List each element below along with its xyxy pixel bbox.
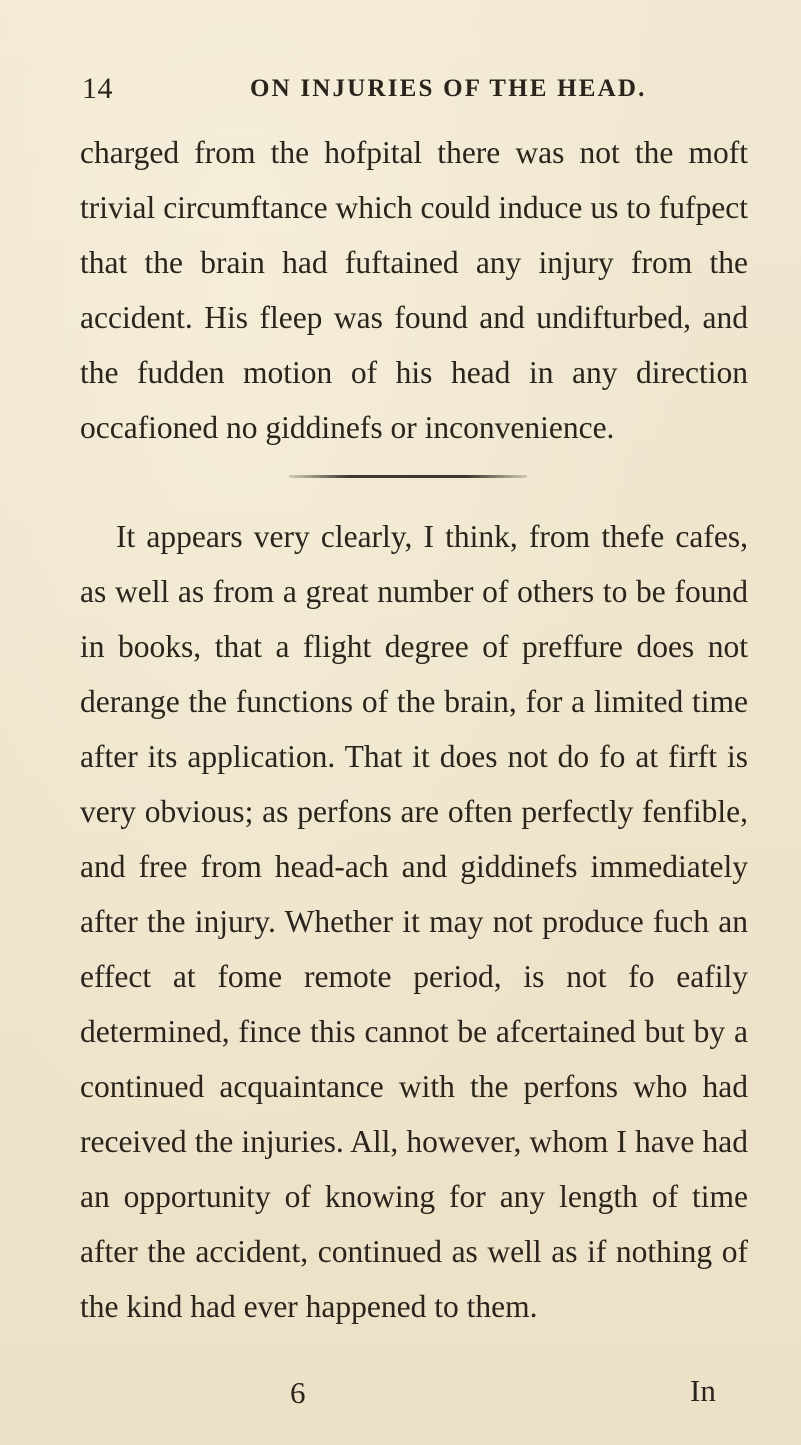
paragraph-main: It appears very clearly, I think, from thefe cafes, as well as from a great number of others to be found in books, that a flight degree of preffure does not derange the functions of the brain, for a limited time after its application. That it does not do fo at firft is very obvious; as perfons are often perfectly fenfible, and free from head-ach and giddinefs immediately after the injury. Whether it may not produce fuch an effect at fome remote period, is not fo eafily determined, fince this cannot be afcertained but by a continued acquaintance with the perfons who had received the injuries. All, however, whom I have had an opportunity of knowing for any length of time after the accident, continued as well as if nothing of the kind had ever happened to them. — [80, 519, 748, 1324]
page-number: 14 — [82, 72, 113, 105]
paragraph-continuation: charged from the hofpital there was not the moft trivial circumftance which could induce us to fufpect that the brain had fuftained any injury from the accident. His fleep was found and undifturbed, and the fudden motion of his head in any direction occafioned no giddinefs or inconvenience. — [80, 135, 748, 445]
page-header — [82, 72, 722, 112]
signature-mark: 6 — [290, 1375, 306, 1410]
section-divider — [289, 475, 527, 478]
catchword: In — [690, 1373, 716, 1408]
running-head: ON INJURIES OF THE HEAD. — [250, 75, 647, 102]
